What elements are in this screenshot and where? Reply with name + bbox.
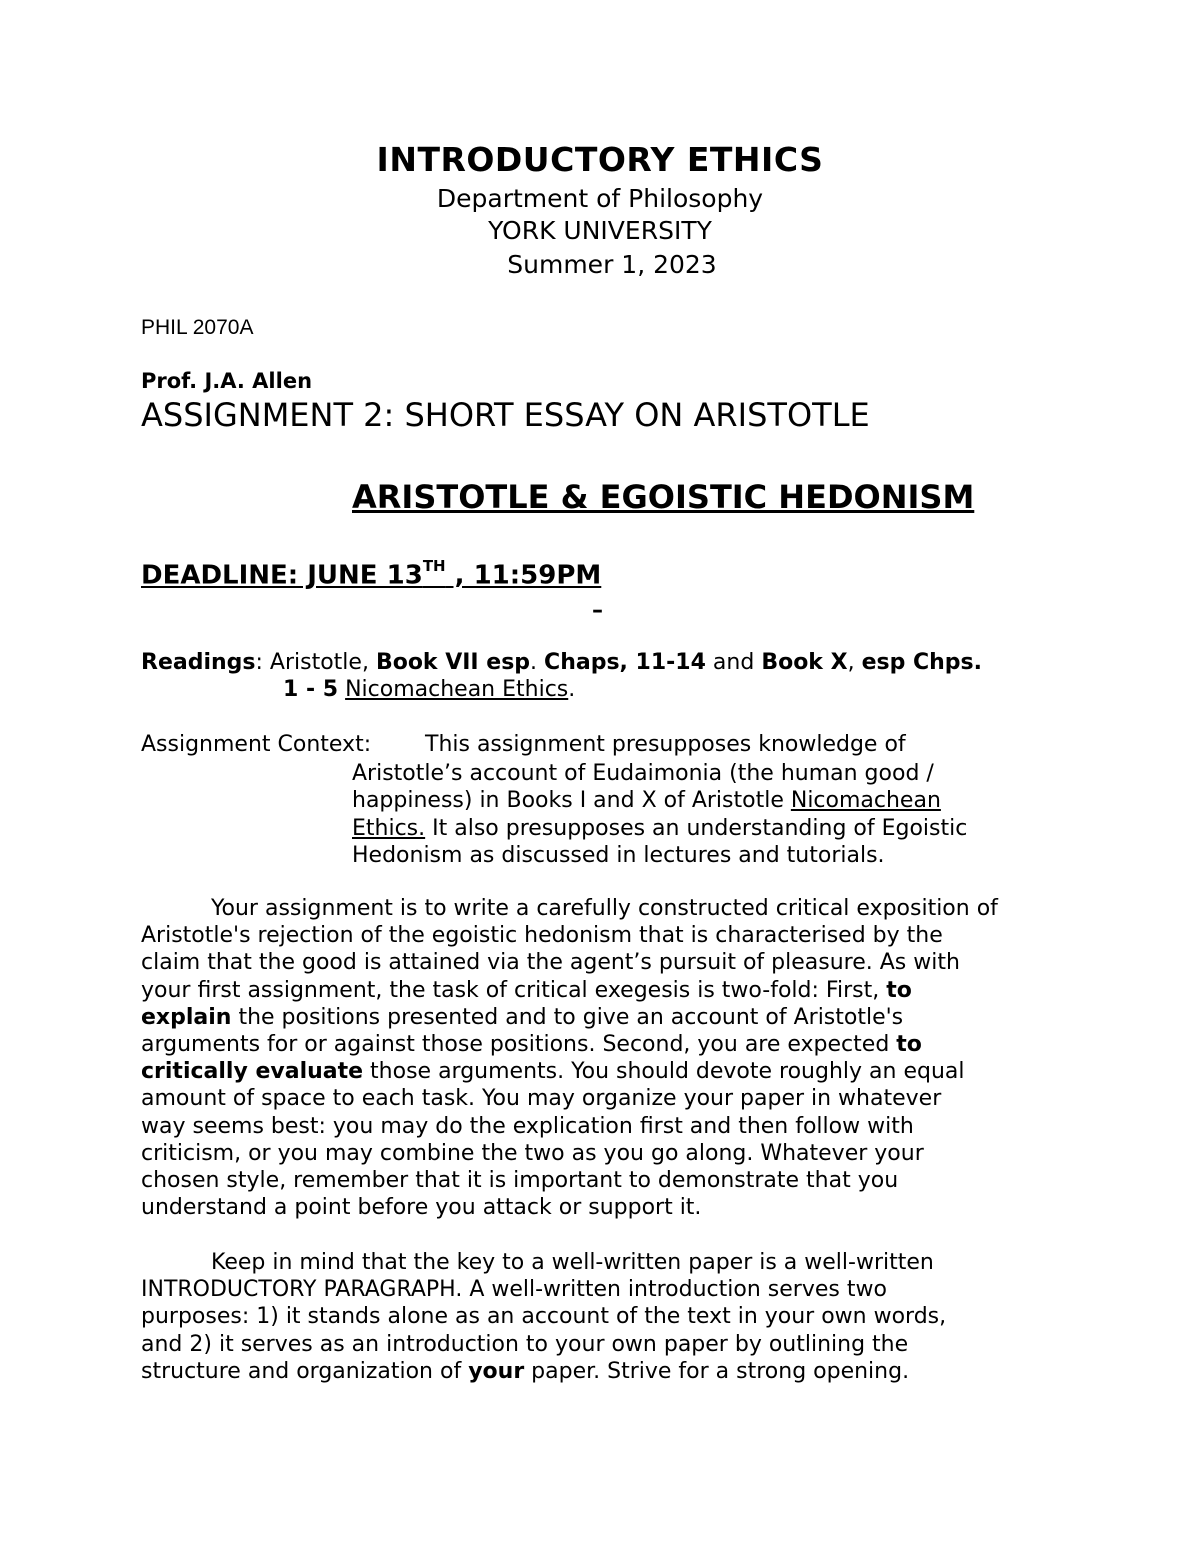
context-line	[352, 787, 967, 815]
context-work-title: Ethics.	[352, 815, 426, 841]
paragraph-line	[141, 1031, 1071, 1058]
context-line: This assignment presupposes knowledge of	[425, 732, 906, 757]
paragraph-line	[141, 1358, 1071, 1385]
course-title: INTRODUCTORY ETHICS	[376, 140, 824, 179]
professor-name: Prof. J.A. Allen	[141, 369, 313, 393]
paragraph-line: claim that the good is attained via the agent’s pursuit of pleasure. As with	[141, 950, 960, 976]
deadline-time: , 11:59PM	[445, 560, 602, 591]
readings-text: .	[530, 650, 545, 675]
essay-topic-title: ARISTOTLE & EGOISTIC HEDONISM	[352, 478, 975, 516]
paragraph-line	[141, 1004, 1071, 1031]
context-text: happiness) in Books I and X of Aristotle	[352, 788, 791, 813]
paragraph-text: paper. Strive for a strong opening.	[524, 1358, 910, 1384]
paragraph-text: those arguments. You should devote roughly an equal	[363, 1059, 965, 1085]
paragraph-line: way seems best: you may do the explication first and then follow with	[141, 1113, 914, 1139]
assignment-paragraph	[141, 895, 1071, 1221]
paragraph-emphasis: to	[886, 977, 912, 1003]
context-text: It also presupposes an understanding of Egoistic	[425, 815, 968, 841]
deadline-date-suffix: TH	[422, 557, 446, 575]
readings-esp-chps: esp Chps.	[861, 650, 982, 675]
term-label: Summer 1, 2023	[507, 250, 717, 279]
introduction-paragraph	[141, 1249, 1071, 1385]
context-line	[352, 815, 967, 843]
context-text	[352, 732, 967, 870]
readings-label: Readings	[141, 650, 256, 675]
paragraph-text: your first assignment, the task of critical exegesis is two-fold: First,	[141, 977, 887, 1003]
readings-text: ,	[847, 650, 862, 675]
paragraph-line: understand a point before you attack or support it.	[141, 1195, 702, 1221]
paragraph-line: and 2) it serves as an introduction to your own paper by outlining the	[141, 1331, 909, 1357]
readings-book10: Book X	[761, 650, 848, 675]
paragraph-line: purposes: 1) it stands alone as an account of the text in your own words,	[141, 1304, 947, 1330]
paragraph-emphasis: explain	[141, 1004, 232, 1030]
paragraph-text: structure and organization of	[141, 1358, 469, 1384]
paragraph-line: criticism, or you may combine the two as you go along. Whatever your	[141, 1140, 924, 1166]
readings-text: and	[705, 650, 762, 675]
paragraph-line	[141, 1058, 1071, 1085]
paragraph-text: arguments for or against those positions. Second, you are expected	[141, 1032, 897, 1058]
paragraph-line: chosen style, remember that it is important to demonstrate that you	[141, 1168, 899, 1194]
university-name: YORK UNIVERSITY	[488, 216, 712, 245]
readings-line-2	[283, 677, 575, 702]
paragraph-line: Aristotle's rejection of the egoistic hedonism that is characterised by the	[141, 923, 943, 949]
readings-text: .	[568, 677, 576, 702]
readings-range: 1 - 5	[283, 677, 339, 702]
paragraph-line	[141, 977, 1071, 1004]
readings-work-title: Nicomachean Ethics	[345, 677, 569, 702]
department-name: Department of Philosophy	[436, 184, 764, 213]
deadline	[141, 557, 602, 591]
context-line: Aristotle’s account of Eudaimonia (the human good /	[352, 760, 934, 786]
paragraph-line: amount of space to each task. You may organize your paper in whatever	[141, 1086, 942, 1112]
readings-line-1	[141, 650, 982, 675]
context-work-title: Nicomachean	[790, 788, 941, 813]
paragraph-emphasis: your	[468, 1358, 525, 1384]
assignment-heading: ASSIGNMENT 2: SHORT ESSAY ON ARISTOTLE	[141, 396, 870, 434]
course-code: PHIL 2070A	[141, 316, 254, 339]
paragraph-line: Your assignment is to write a carefully constructed critical exposition of	[211, 896, 998, 921]
paragraph-emphasis: to	[896, 1032, 922, 1058]
paragraph-line: INTRODUCTORY PARAGRAPH. A well-written introduction serves two	[141, 1277, 887, 1303]
context-line: Hedonism as discussed in lectures and tutorials.	[352, 843, 885, 868]
paragraph-emphasis: critically evaluate	[141, 1059, 364, 1085]
paragraph-text: the positions presented and to give an account of Aristotle's	[231, 1004, 904, 1030]
readings-book7: Book VII esp	[375, 650, 531, 675]
deadline-label: DEADLINE: JUNE 13	[141, 560, 423, 591]
context-label: Assignment Context:	[141, 732, 372, 757]
dash-mark: –	[592, 598, 603, 623]
readings-text: : Aristotle,	[255, 650, 376, 675]
paragraph-line: Keep in mind that the key to a well-written paper is a well-written	[211, 1250, 934, 1275]
readings-chaps: Chaps, 11-14	[544, 650, 706, 675]
